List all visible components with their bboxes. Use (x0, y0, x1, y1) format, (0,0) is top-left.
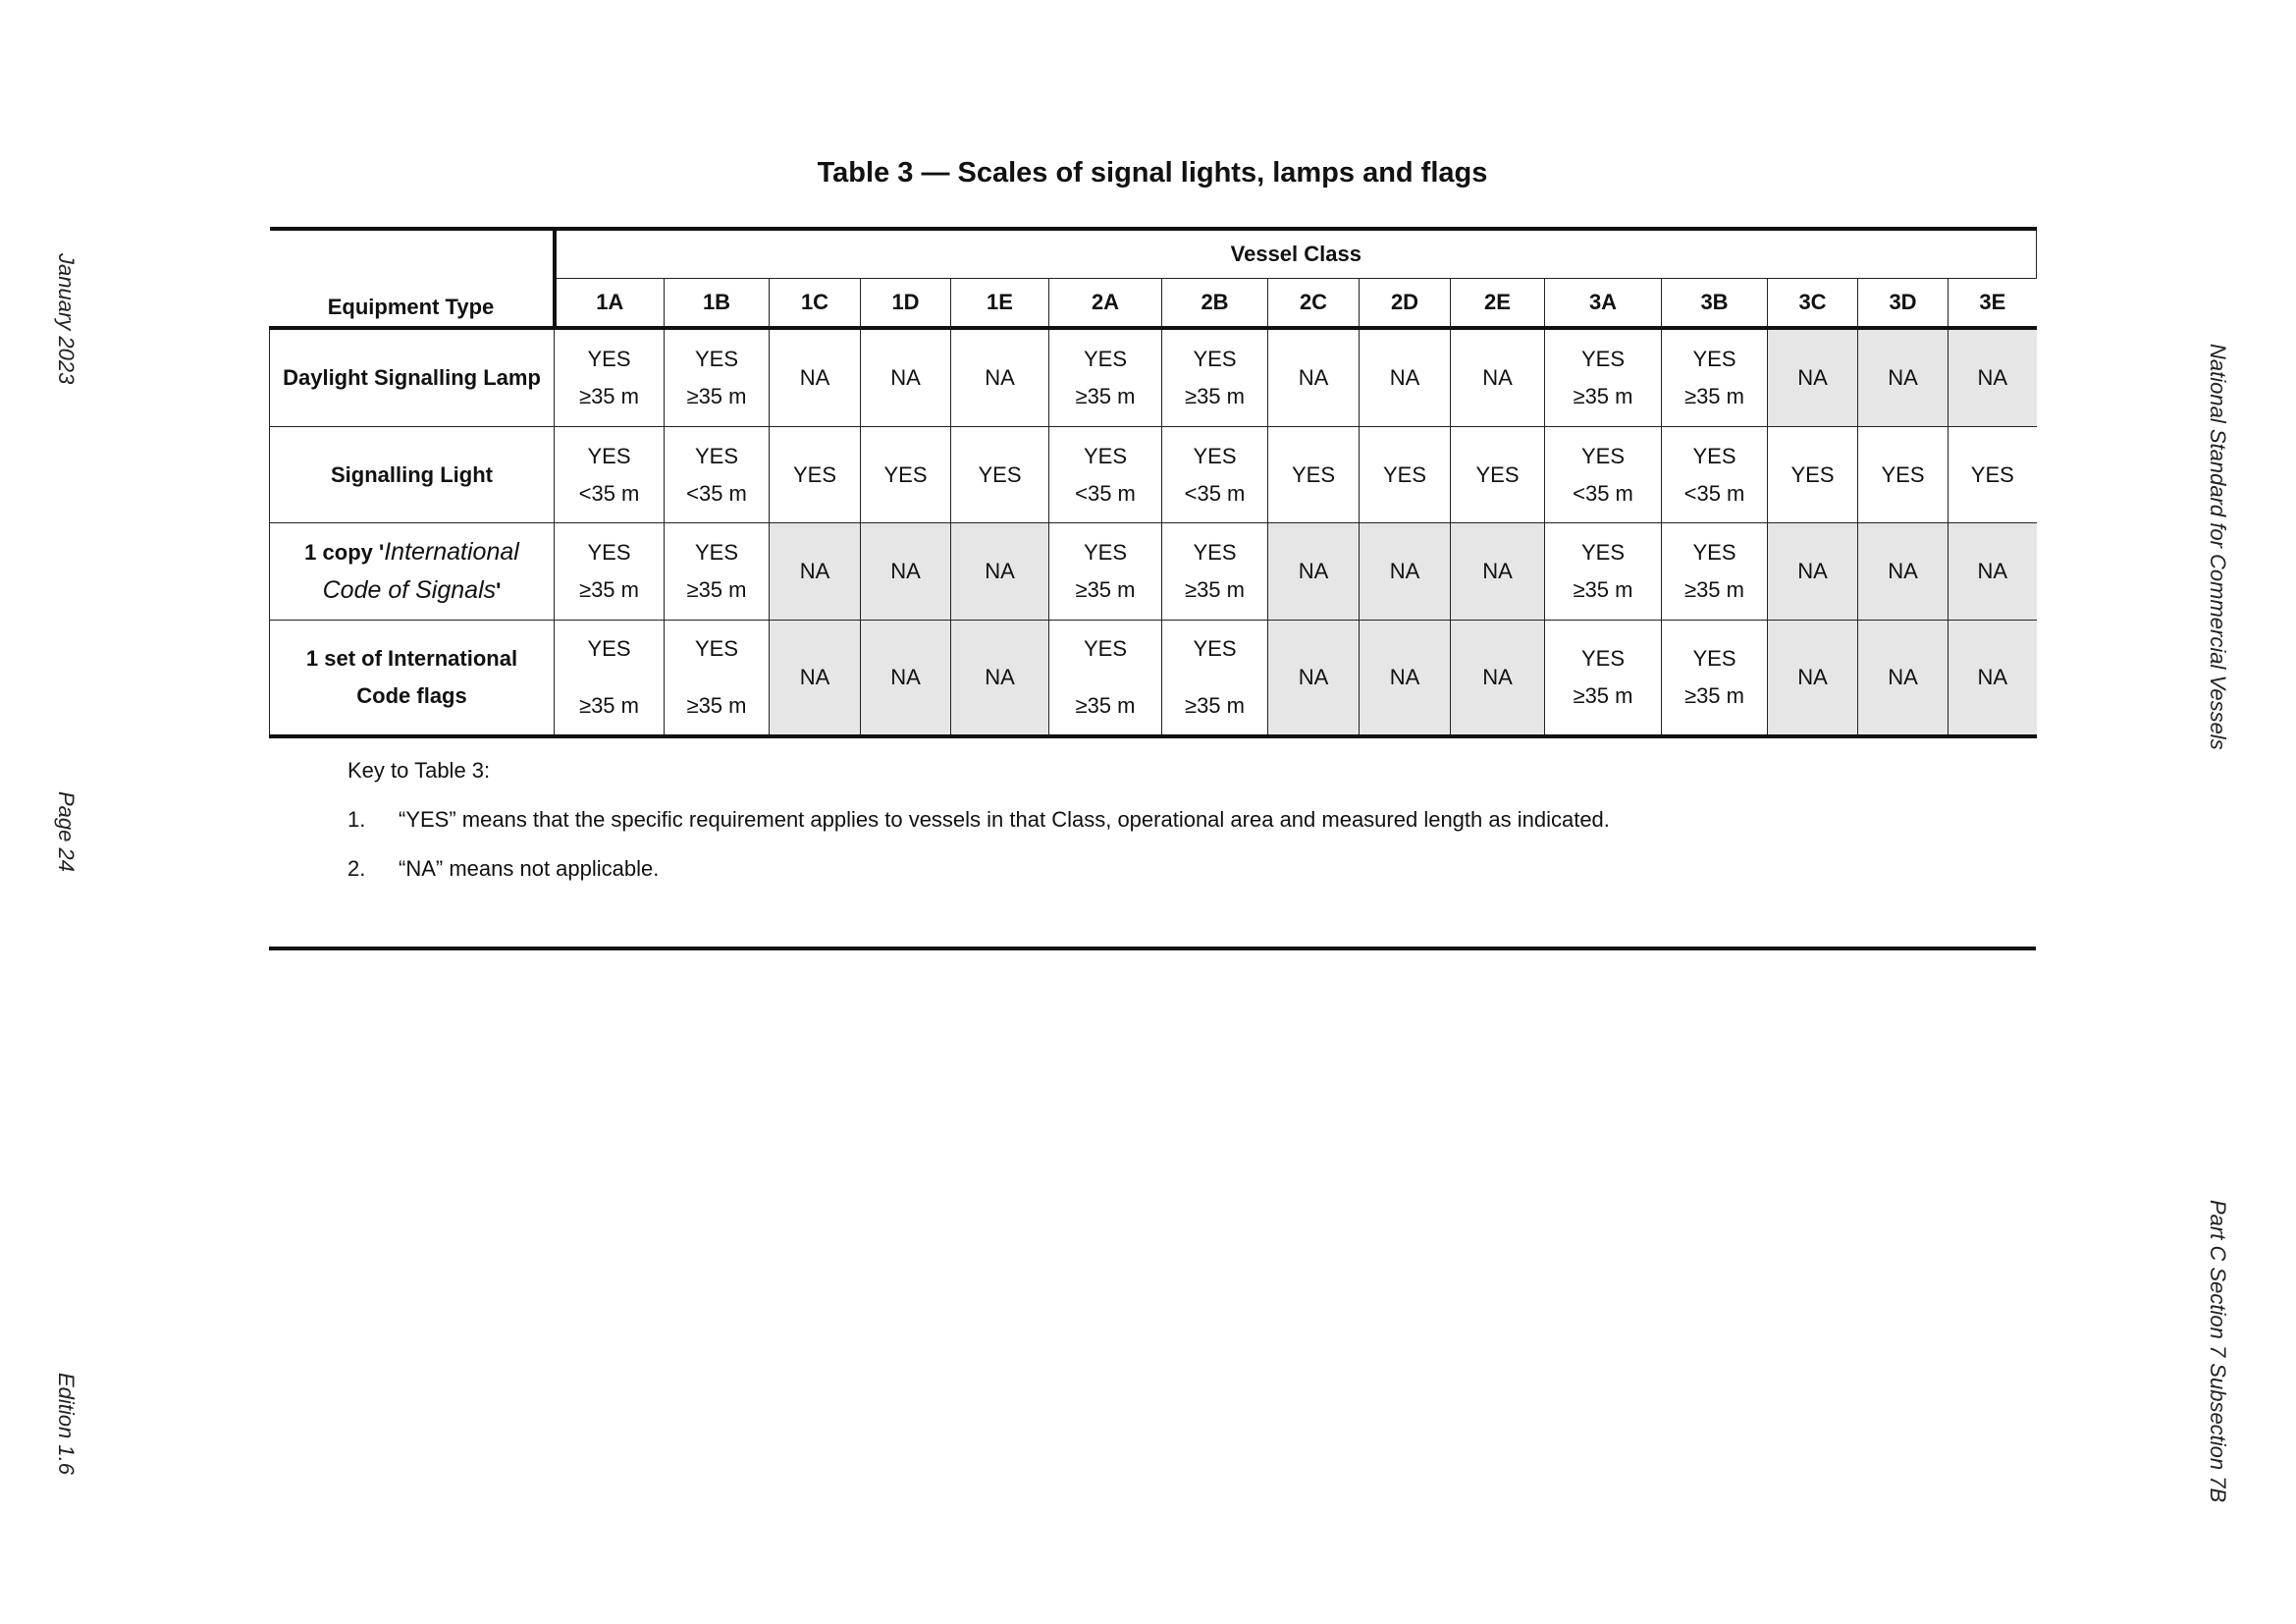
cell-value: YES (694, 443, 739, 468)
cell-value: YES (1970, 461, 2014, 487)
row-label-italic-1: International (384, 538, 519, 566)
table-cell (861, 523, 951, 621)
table-cell (1858, 328, 1949, 427)
cell-value: YES (1692, 646, 1736, 671)
class-header: 3A (1545, 279, 1662, 329)
class-header: 2E (1451, 279, 1545, 329)
table-cell (951, 427, 1049, 523)
row-label-signalling-light: Signalling Light (270, 427, 555, 523)
cell-value: NA (799, 559, 830, 583)
cell-value: NA (1298, 559, 1329, 583)
table-cell (1858, 621, 1949, 737)
cell-length-condition: ≥35 m (686, 577, 747, 602)
cell-length-condition: ≥35 m (1573, 577, 1633, 602)
cell-value: YES (1580, 646, 1626, 671)
cell-length-condition: ≥35 m (1684, 683, 1744, 708)
table-cell (1858, 523, 1949, 621)
cell-length-condition: ≥35 m (1573, 384, 1633, 408)
cell-length-condition: <35 m (578, 480, 640, 506)
table-cell (1268, 621, 1360, 737)
table-header-row-group (270, 229, 2037, 279)
table-row (270, 427, 2037, 523)
margin-part-section: Part C Section 7 Subsection 7B (2206, 1200, 2230, 1503)
table-cell (1451, 427, 1545, 523)
cell-value: NA (1888, 665, 1918, 689)
table-cell (1360, 427, 1451, 523)
class-header: 3B (1662, 279, 1768, 329)
cell-value: NA (890, 665, 921, 689)
table-row (270, 523, 2037, 621)
key-item-number: 2. (347, 856, 366, 881)
row-label-line-2: Code flags (356, 683, 467, 708)
table-cell (1049, 328, 1162, 427)
scales-table-container (269, 227, 2036, 738)
table-cell (1360, 523, 1451, 621)
bottom-rule (269, 947, 2036, 950)
cell-value: NA (1977, 365, 2008, 390)
table-cell (1545, 427, 1662, 523)
class-header: 3C (1768, 279, 1858, 329)
cell-value: YES (883, 461, 928, 487)
cell-length-condition: ≥35 m (1075, 693, 1136, 718)
table-cell (1451, 523, 1545, 621)
table-cell (1268, 523, 1360, 621)
cell-value: NA (890, 365, 921, 390)
cell-value: NA (1977, 665, 2008, 689)
table-cell (1162, 328, 1268, 427)
table-cell (1768, 328, 1858, 427)
table-row (270, 621, 2037, 737)
cell-value: NA (890, 559, 921, 583)
table-cell (555, 427, 665, 523)
table-cell (665, 523, 770, 621)
margin-standard-title: National Standard for Commercial Vessels (2206, 344, 2230, 750)
cell-value: YES (1580, 540, 1626, 565)
table-cell (665, 427, 770, 523)
table-cell (1545, 328, 1662, 427)
class-header: 1E (951, 279, 1049, 329)
table-cell (1768, 621, 1858, 737)
cell-value: YES (792, 461, 837, 487)
table-cell (1268, 427, 1360, 523)
table-cell (1662, 328, 1768, 427)
table-cell (770, 621, 861, 737)
row-label-international-code-of-signals (270, 523, 555, 621)
cell-value: YES (1475, 461, 1520, 487)
cell-value: YES (1692, 347, 1736, 371)
cell-value: YES (1193, 347, 1237, 371)
cell-value: YES (1193, 443, 1237, 468)
table-cell (1049, 621, 1162, 737)
scales-table (269, 227, 2037, 738)
row-label-italic-2: Code of Signals (322, 576, 497, 604)
table-cell (1858, 427, 1949, 523)
cell-value: YES (1580, 443, 1626, 468)
cell-value: NA (1389, 559, 1420, 583)
cell-value: NA (985, 559, 1015, 583)
cell-value: YES (1580, 347, 1626, 371)
cell-value: YES (587, 443, 631, 468)
cell-length-condition: ≥35 m (579, 693, 639, 718)
cell-value: YES (1083, 636, 1128, 661)
table-cell (861, 621, 951, 737)
key-item (347, 807, 1610, 833)
cell-length-condition: ≥35 m (1075, 577, 1136, 602)
cell-value: NA (985, 665, 1015, 689)
margin-edition: Edition 1.6 (54, 1373, 79, 1475)
margin-page-number: Page 24 (54, 791, 79, 872)
row-label-suffix: ' (496, 578, 502, 603)
table-cell (1360, 328, 1451, 427)
cell-length-condition: ≥35 m (1573, 683, 1633, 708)
equipment-type-header: Equipment Type (270, 229, 555, 328)
table-cell (1451, 621, 1545, 737)
table-cell (555, 328, 665, 427)
cell-value: NA (1482, 559, 1513, 583)
key-title: Key to Table 3: (347, 758, 491, 783)
class-header: 1A (555, 279, 665, 329)
table-cell (1662, 427, 1768, 523)
table-cell (1662, 523, 1768, 621)
cell-value: YES (587, 636, 631, 661)
row-label-daylight-signalling-lamp: Daylight Signalling Lamp (270, 328, 555, 427)
cell-value: YES (1790, 461, 1835, 487)
class-header: 2B (1162, 279, 1268, 329)
class-header: 2A (1049, 279, 1162, 329)
table-cell (1949, 621, 2037, 737)
cell-length-condition: ≥35 m (686, 693, 747, 718)
vessel-class-header: Vessel Class (555, 229, 2037, 279)
table-row (270, 328, 2037, 427)
table-title: Table 3 — Scales of signal lights, lamps and flags (817, 157, 1488, 189)
table-cell (1949, 523, 2037, 621)
table-cell (951, 523, 1049, 621)
cell-value: NA (1389, 665, 1420, 689)
table-cell (555, 621, 665, 737)
cell-value: YES (694, 636, 739, 661)
cell-length-condition: ≥35 m (1684, 384, 1744, 408)
cell-length-condition: ≥35 m (1075, 384, 1136, 408)
cell-value: YES (978, 461, 1022, 487)
cell-value: YES (1291, 461, 1336, 487)
key-item-text: “YES” means that the specific requirement applies to vessels in that Class, operational area and measured length as indicated. (399, 807, 1610, 832)
cell-value: NA (799, 665, 830, 689)
class-header: 2C (1268, 279, 1360, 329)
cell-value: NA (1797, 365, 1828, 390)
table-cell (1662, 621, 1768, 737)
cell-value: NA (799, 365, 830, 390)
key-item-text: “NA” means not applicable. (399, 856, 660, 881)
row-label-line-1: 1 set of International (305, 646, 518, 671)
table-cell (1162, 621, 1268, 737)
cell-length-condition: ≥35 m (1185, 577, 1245, 602)
cell-value: YES (1083, 540, 1128, 565)
table-cell (770, 523, 861, 621)
margin-date: January 2023 (54, 253, 79, 385)
cell-value: YES (587, 347, 631, 371)
table-cell (555, 523, 665, 621)
table-cell (1768, 523, 1858, 621)
cell-value: NA (1977, 559, 2008, 583)
cell-value: NA (1888, 365, 1918, 390)
table-cell (1451, 328, 1545, 427)
cell-value: YES (694, 540, 739, 565)
cell-length-condition: ≥35 m (1185, 384, 1245, 408)
class-header: 1D (861, 279, 951, 329)
table-cell (665, 621, 770, 737)
cell-length-condition: <35 m (1184, 480, 1246, 506)
table-cell (770, 328, 861, 427)
cell-value: YES (1193, 540, 1237, 565)
table-cell (1768, 427, 1858, 523)
cell-value: NA (1797, 559, 1828, 583)
table-cell (1545, 621, 1662, 737)
cell-value: NA (1482, 365, 1513, 390)
cell-value: YES (1193, 636, 1237, 661)
row-label-international-code-flags (270, 621, 555, 737)
table-cell (665, 328, 770, 427)
table-cell (1049, 427, 1162, 523)
key-item-number: 1. (347, 807, 366, 832)
cell-value: YES (1881, 461, 1925, 487)
row-label-prefix: 1 copy ' (304, 540, 385, 565)
table-cell (770, 427, 861, 523)
cell-value: YES (1083, 347, 1128, 371)
class-header: 3D (1858, 279, 1949, 329)
cell-value: NA (1482, 665, 1513, 689)
table-cell (1360, 621, 1451, 737)
cell-value: YES (587, 540, 631, 565)
cell-length-condition: ≥35 m (1185, 693, 1245, 718)
cell-value: YES (694, 347, 739, 371)
cell-value: YES (1692, 443, 1736, 468)
table-cell (951, 621, 1049, 737)
table-cell (1049, 523, 1162, 621)
table-cell (1162, 523, 1268, 621)
cell-value: YES (1382, 461, 1427, 487)
table-cell (1949, 328, 2037, 427)
table-cell (1949, 427, 2037, 523)
cell-length-condition: ≥35 m (686, 384, 747, 408)
cell-length-condition: <35 m (1573, 480, 1633, 506)
class-header: 1B (665, 279, 770, 329)
table-cell (861, 328, 951, 427)
cell-value: NA (985, 365, 1015, 390)
cell-value: YES (1083, 443, 1128, 468)
cell-length-condition: ≥35 m (1684, 577, 1744, 602)
cell-length-condition: <35 m (1683, 480, 1745, 506)
cell-value: NA (1298, 365, 1329, 390)
cell-value: NA (1298, 665, 1329, 689)
cell-value: YES (1692, 540, 1736, 565)
class-header: 2D (1360, 279, 1451, 329)
table-cell (1545, 523, 1662, 621)
class-header: 1C (770, 279, 861, 329)
cell-value: NA (1888, 559, 1918, 583)
cell-value: NA (1389, 365, 1420, 390)
cell-length-condition: ≥35 m (579, 384, 639, 408)
table-cell (951, 328, 1049, 427)
cell-value: NA (1797, 665, 1828, 689)
table-cell (861, 427, 951, 523)
table-cell (1162, 427, 1268, 523)
cell-length-condition: <35 m (686, 480, 747, 506)
cell-length-condition: ≥35 m (579, 577, 639, 602)
class-header: 3E (1949, 279, 2037, 329)
key-item (347, 856, 659, 882)
cell-length-condition: <35 m (1075, 480, 1136, 506)
table-cell (1268, 328, 1360, 427)
